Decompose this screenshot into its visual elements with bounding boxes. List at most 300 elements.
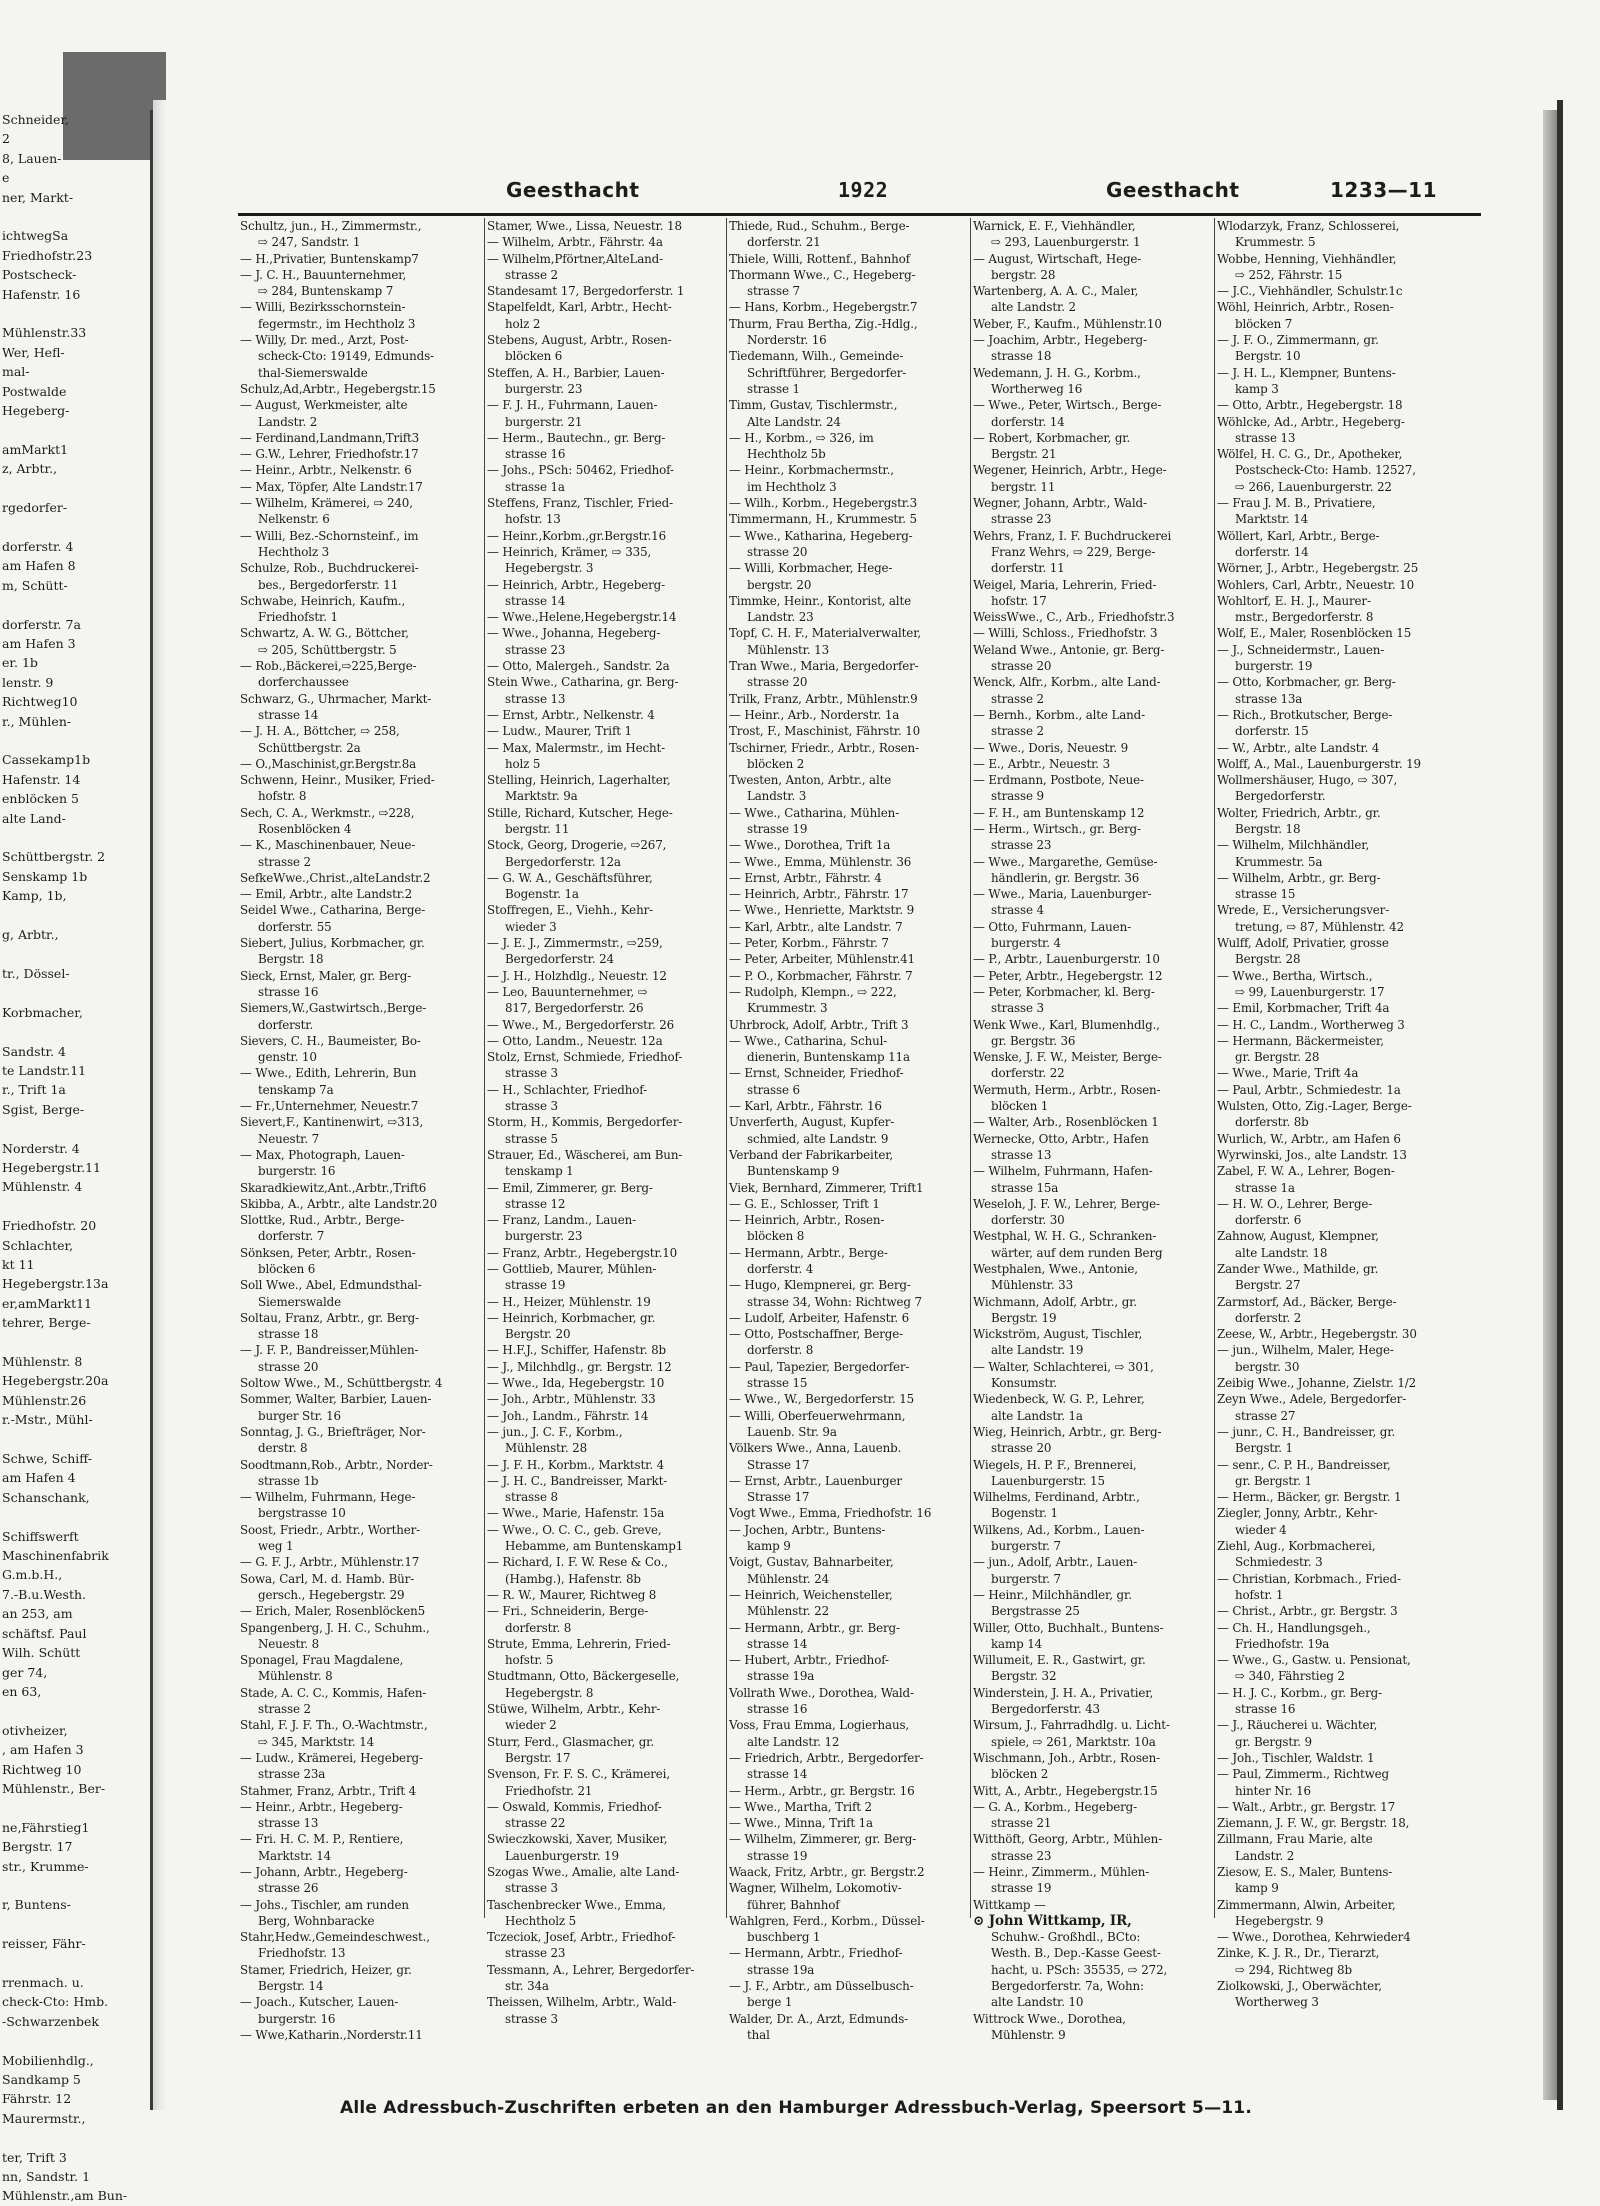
directory-entry-line: dorferstr. 21 bbox=[747, 235, 821, 250]
left-page-text-line: te Landstr.11 bbox=[2, 1062, 87, 1078]
directory-entry-line: Wulff, Adolf, Privatier, grosse bbox=[1217, 936, 1389, 951]
directory-entry-line: — Max, Töpfer, Alte Landstr.17 bbox=[240, 479, 423, 494]
directory-entry-line: Neuestr. 8 bbox=[258, 1636, 320, 1651]
directory-entry-line: Hegebergstr. 3 bbox=[505, 561, 594, 576]
directory-entry-line: — Walter, Arb., Rosenblöcken 1 bbox=[973, 1115, 1159, 1130]
directory-entry-line: — Heinrich, Arbtr., Rosen- bbox=[729, 1213, 885, 1228]
header-place-right: Geesthacht bbox=[1106, 178, 1240, 202]
directory-entry-line: derstr. 8 bbox=[258, 1441, 308, 1456]
directory-entry-line: — Peter, Korbmacher, kl. Berg- bbox=[973, 984, 1155, 999]
directory-entry-line: Uhrbrock, Adolf, Arbtr., Trift 3 bbox=[729, 1017, 909, 1032]
left-page-text-line bbox=[0, 1915, 150, 1934]
left-page-text-line: , am Hafen 3 bbox=[2, 1742, 84, 1758]
directory-entry-line: scheck-Cto: 19149, Edmunds- bbox=[258, 349, 434, 364]
directory-entry-line: Bergstr. 10 bbox=[1235, 349, 1301, 364]
directory-entry-line: — Hans, Korbm., Hegebergstr.7 bbox=[729, 300, 918, 315]
directory-entry-line: Sönksen, Peter, Arbtr., Rosen- bbox=[240, 1245, 416, 1260]
left-page-text-line: Hegebergstr.20a bbox=[2, 1373, 109, 1389]
directory-entry-line: Ziehl, Aug., Korbmacherei, bbox=[1217, 1539, 1376, 1554]
directory-entry-line: strasse 23 bbox=[991, 838, 1052, 853]
directory-entry-line: — Ernst, Schneider, Friedhof- bbox=[729, 1066, 904, 1081]
directory-entry-line: Friedhofstr. 21 bbox=[505, 1783, 593, 1798]
directory-entry-line: Stüwe, Wilhelm, Arbtr., Kehr- bbox=[487, 1702, 661, 1717]
directory-entry-line: ⇨ 294, Richtweg 8b bbox=[1235, 1962, 1352, 1977]
directory-entry-line: Wegner, Johann, Arbtr., Wald- bbox=[973, 496, 1147, 511]
left-page-text-line: Hafenstr. 14 bbox=[2, 771, 81, 787]
directory-entry-line: Stahl, F. J. F. Th., O.-Wachtmstr., bbox=[240, 1718, 428, 1733]
directory-entry-line: — Paul, Tapezier, Bergedorfer- bbox=[729, 1359, 910, 1374]
directory-entry-line: Stahmer, Franz, Arbtr., Trift 4 bbox=[240, 1783, 417, 1798]
directory-entry-line: — J. F. H., Korbm., Marktstr. 4 bbox=[487, 1457, 665, 1472]
directory-entry-line: — Willi, Bezirksschornstein- bbox=[240, 300, 406, 315]
directory-entry-line: strasse 20 bbox=[747, 675, 808, 690]
directory-entry-line: Thiede, Rud., Schuhm., Berge- bbox=[729, 219, 910, 233]
directory-entry-line: burgerstr. 19 bbox=[1235, 659, 1313, 674]
directory-entry-line: — Wilhelm, Arbtr., gr. Berg- bbox=[1217, 870, 1381, 885]
directory-entry-line: Siemers,W.,Gastwirtsch.,Berge- bbox=[240, 1001, 427, 1016]
left-page-text-line: enblöcken 5 bbox=[2, 791, 79, 807]
directory-entry-line: strasse 19 bbox=[747, 821, 808, 836]
directory-entry-line: — Christian, Korbmach., Fried- bbox=[1217, 1571, 1401, 1586]
directory-entry-line: strasse 7 bbox=[747, 284, 800, 299]
directory-entry-line: Berg, Wohnbaracke bbox=[258, 1913, 375, 1928]
directory-entry-line: Warnick, E. F., Viehhändler, bbox=[973, 219, 1136, 233]
header-year: 1922 bbox=[838, 178, 889, 202]
directory-entry-line: Strute, Emma, Lehrerin, Fried- bbox=[487, 1636, 671, 1651]
directory-entry-line: burgerstr. 23 bbox=[505, 381, 583, 396]
header-page-number: 1233—11 bbox=[1330, 178, 1437, 202]
directory-entry-line: Slottke, Rud., Arbtr., Berge- bbox=[240, 1213, 405, 1228]
left-page-text-line bbox=[0, 731, 150, 750]
left-page-text-line bbox=[0, 2128, 150, 2147]
directory-entry-line: — Wwe., G., Gastw. u. Pensionat, bbox=[1217, 1653, 1411, 1668]
directory-entry-line: Unverferth, August, Kupfer- bbox=[729, 1115, 895, 1130]
left-page-text-line: en 63, bbox=[2, 1683, 42, 1699]
directory-entry-line: mstr., Bergedorferstr. 8 bbox=[1235, 610, 1374, 625]
directory-entry-line: — F. H., am Buntenskamp 12 bbox=[973, 805, 1145, 820]
directory-entry-line: strasse 14 bbox=[747, 1767, 808, 1782]
directory-entry-line: — Herm., Arbtr., gr. Bergstr. 16 bbox=[729, 1783, 915, 1798]
directory-entry-line: Stade, A. C. C., Kommis, Hafen- bbox=[240, 1685, 427, 1700]
directory-entry-line: Bergstr. 28 bbox=[1235, 952, 1301, 967]
directory-entry-line: — Richard, I. F. W. Rese & Co., bbox=[487, 1555, 668, 1570]
directory-entry-line: — Wwe., Bertha, Wirtsch., bbox=[1217, 968, 1373, 983]
directory-entry-line: Wohlers, Carl, Arbtr., Neuestr. 10 bbox=[1217, 577, 1415, 592]
directory-entry-line: — G. E., Schlosser, Trift 1 bbox=[729, 1196, 880, 1211]
directory-entry-line: — Wwe., Johanna, Hegeberg- bbox=[487, 626, 661, 641]
directory-entry-line: — Heinr.,Korbm.,gr.Bergstr.16 bbox=[487, 528, 666, 543]
left-page-text-line: Mühlenstr.26 bbox=[2, 1392, 87, 1408]
directory-entry-line: strasse 1 bbox=[747, 381, 800, 396]
left-page-text-line: Mühlenstr.33 bbox=[2, 325, 87, 341]
directory-entry-line: — Leo, Bauunternehmer, ⇨ bbox=[487, 984, 648, 999]
directory-entry-line: strasse 19 bbox=[991, 1881, 1052, 1896]
directory-entry-line: Schulze, Rob., Buchdruckerei- bbox=[240, 561, 419, 576]
header-rule bbox=[238, 213, 1481, 216]
left-page-text-line: otivheizer, bbox=[2, 1722, 68, 1738]
directory-entry-line: Marktstr. 14 bbox=[1235, 512, 1309, 527]
directory-entry-line: — Wwe., Martha, Trift 2 bbox=[729, 1799, 872, 1814]
directory-entry-line: — Hermann, Bäckermeister, bbox=[1217, 1033, 1384, 1048]
directory-entry-line: Wagner, Wilhelm, Lokomotiv- bbox=[729, 1881, 902, 1896]
directory-entry-line: dorferstr. 55 bbox=[258, 919, 332, 934]
directory-entry-line: thal bbox=[747, 2027, 770, 2042]
directory-entry-line: — Willi, Oberfeuerwehrmann, bbox=[729, 1408, 906, 1423]
left-page-text-line: Postwalde bbox=[2, 383, 67, 399]
directory-entry-line: ⇨ 293, Lauenburgerstr. 1 bbox=[991, 235, 1141, 250]
directory-entry-line: Stoffregen, E., Viehh., Kehr- bbox=[487, 903, 653, 918]
directory-entry-line: Storm, H., Kommis, Bergedorfer- bbox=[487, 1115, 683, 1130]
directory-entry-line: blöcken 2 bbox=[991, 1767, 1049, 1782]
directory-entry-line: alte Landstr. 1a bbox=[991, 1408, 1083, 1423]
directory-entry-line: Mühlenstr. 9 bbox=[991, 2027, 1066, 2042]
directory-entry-line: — Wwe., Edith, Lehrerin, Bun bbox=[240, 1066, 417, 1081]
directory-entry-line: Sievert,F., Kantinenwirt, ⇨313, bbox=[240, 1115, 424, 1130]
directory-entry-line: Sturr, Ferd., Glasmacher, gr. bbox=[487, 1734, 655, 1749]
directory-entry-line: kamp 9 bbox=[747, 1539, 791, 1554]
left-page-text-line bbox=[0, 1507, 150, 1526]
directory-entry-line: — Walter, Schlachterei, ⇨ 301, bbox=[973, 1359, 1154, 1374]
directory-entry-line: Strasse 17 bbox=[747, 1490, 810, 1505]
left-page-text-line bbox=[0, 421, 150, 440]
directory-entry-line: Wenske, J. F. W., Meister, Berge- bbox=[973, 1050, 1162, 1065]
left-page-text-line: Postscheck- bbox=[2, 267, 77, 283]
directory-entry-line: Timm, Gustav, Tischlermstr., bbox=[729, 398, 898, 413]
directory-entry-line: — J. H. C., Bandreisser, Markt- bbox=[487, 1473, 668, 1488]
left-page-text-line bbox=[0, 1333, 150, 1352]
left-page-text-line bbox=[0, 304, 150, 323]
left-page-text-line: Maurermstr., bbox=[2, 2110, 86, 2126]
directory-entry-line: Zillmann, Frau Marie, alte bbox=[1217, 1832, 1373, 1847]
directory-entry-line: Landstr. 2 bbox=[1235, 1848, 1295, 1863]
directory-entry-line: — J. H. A., Böttcher, ⇨ 258, bbox=[240, 724, 400, 739]
header-place-left: Geesthacht bbox=[506, 178, 640, 202]
directory-entry-line: Wartenberg, A. A. C., Maler, bbox=[973, 284, 1139, 299]
directory-entry-line: Westphal, W. H. G., Schranken- bbox=[973, 1229, 1157, 1244]
left-page-text-line: Schiffswerft bbox=[2, 1528, 79, 1544]
directory-entry-line: Soltow Wwe., M., Schüttbergstr. 4 bbox=[240, 1376, 443, 1391]
directory-entry-line: — Johann, Arbtr., Hegeberg- bbox=[240, 1864, 408, 1879]
directory-entry-line: Stamer, Friedrich, Heizer, gr. bbox=[240, 1962, 412, 1977]
directory-entry-line: strasse 18 bbox=[258, 1327, 319, 1342]
directory-entry-line: Landstr. 3 bbox=[747, 789, 807, 804]
directory-entry-line: Swieczkowski, Xaver, Musiker, bbox=[487, 1832, 668, 1847]
directory-entry-line: — Ernst, Arbtr., Lauenburger bbox=[729, 1473, 902, 1488]
directory-entry-line: Wölfel, H. C. G., Dr., Apotheker, bbox=[1217, 447, 1403, 462]
directory-entry-line: Timmermann, H., Krummestr. 5 bbox=[729, 512, 917, 527]
directory-entry-line: ⇨ 284, Buntenskamp 7 bbox=[258, 284, 394, 299]
directory-entry-line: — senr., C. P. H., Bandreisser, bbox=[1217, 1457, 1391, 1472]
directory-entry-line: ⇨ 99, Lauenburgerstr. 17 bbox=[1235, 984, 1385, 999]
directory-entry-line: burgerstr. 23 bbox=[505, 1229, 583, 1244]
directory-entry-line: burgerstr. 7 bbox=[991, 1571, 1061, 1586]
directory-entry-line: Bergedorferstr. bbox=[1235, 789, 1326, 804]
directory-entry-line: — Wilhelm, Arbtr., Fährstr. 4a bbox=[487, 235, 663, 250]
directory-entry-line: — Karl, Arbtr., alte Landstr. 7 bbox=[729, 919, 903, 934]
directory-entry-line: — Ernst, Arbtr., Fährstr. 4 bbox=[729, 870, 882, 885]
directory-entry-line: — Joachim, Arbtr., Hegeberg- bbox=[973, 333, 1147, 348]
directory-entry-line: fegermstr., im Hechtholz 3 bbox=[258, 316, 416, 331]
directory-entry-line: Sowa, Carl, M. d. Hamb. Bür- bbox=[240, 1571, 415, 1586]
directory-entry-line: strasse 3 bbox=[505, 1066, 558, 1081]
directory-entry-line: Wittkamp — bbox=[973, 1897, 1046, 1912]
directory-entry-line: — Wilhelm, Fuhrmann, Hafen- bbox=[973, 1164, 1153, 1179]
directory-entry-line: — Frau J. M. B., Privatiere, bbox=[1217, 496, 1376, 511]
directory-entry-line: Bergstr. 17 bbox=[505, 1750, 571, 1765]
directory-entry-line: Bergstr. 14 bbox=[258, 1979, 324, 1994]
directory-entry-line: hacht, u. PSch: 35535, ⇨ 272, bbox=[991, 1962, 1168, 1977]
directory-entry-line: — Wilhelm, Krämerei, ⇨ 240, bbox=[240, 496, 413, 511]
directory-entry-line: Zeese, W., Arbtr., Hegebergstr. 30 bbox=[1217, 1327, 1417, 1342]
directory-entry-line: strasse 1a bbox=[505, 479, 565, 494]
directory-entry-line: — Wwe., Doris, Neuestr. 9 bbox=[973, 740, 1129, 755]
directory-entry-line: Nelkenstr. 6 bbox=[258, 512, 330, 527]
left-page-text-line bbox=[0, 1876, 150, 1895]
directory-entry-line: tenskamp 7a bbox=[258, 1082, 334, 1097]
left-page-text-line: e bbox=[2, 170, 10, 186]
directory-entry-line: dorferchaussee bbox=[258, 675, 349, 690]
directory-entry-line: strasse 13 bbox=[258, 1816, 319, 1831]
directory-entry-line: — Hermann, Arbtr., Friedhof- bbox=[729, 1946, 903, 1961]
directory-entry-line: Willer, Otto, Buchhalt., Buntens- bbox=[973, 1620, 1164, 1635]
directory-entry-line: strasse 2 bbox=[991, 724, 1044, 739]
directory-entry-line: — Emil, Zimmerer, gr. Berg- bbox=[487, 1180, 653, 1195]
directory-entry-line: Stille, Richard, Kutscher, Hege- bbox=[487, 805, 673, 820]
left-page-text-line: 7.-B.u.Westh. bbox=[2, 1586, 87, 1602]
directory-entry-line: dorferstr. 11 bbox=[991, 561, 1065, 576]
directory-column-5 bbox=[1214, 218, 1482, 2010]
directory-entry-line: — J. F., Arbtr., am Düsselbusch- bbox=[729, 1979, 914, 1994]
directory-entry-line: Szogas Wwe., Amalie, alte Land- bbox=[487, 1864, 680, 1879]
directory-entry-line: — O.,Maschinist,gr.Bergstr.8a bbox=[240, 756, 417, 771]
directory-entry-line: gr. Bergstr. 28 bbox=[1235, 1050, 1320, 1065]
directory-entry-line: — Heinrich, Korbmacher, gr. bbox=[487, 1310, 656, 1325]
directory-entry-line: strasse 19a bbox=[747, 1669, 815, 1684]
directory-entry-line: strasse 1a bbox=[1235, 1180, 1295, 1195]
directory-entry-line: — J., Schneidermstr., Lauen- bbox=[1217, 642, 1385, 657]
directory-entry-line: — Wwe., Margarethe, Gemüse- bbox=[973, 854, 1158, 869]
directory-entry-line: — J.C., Viehhändler, Schulstr.1c bbox=[1217, 284, 1403, 299]
directory-entry-line: strasse 23 bbox=[991, 512, 1052, 527]
directory-entry-line: spiele, ⇨ 261, Marktstr. 10a bbox=[991, 1734, 1156, 1749]
directory-entry-line: Bergstr. 19 bbox=[991, 1310, 1057, 1325]
directory-entry-line: strasse 20 bbox=[258, 1359, 319, 1374]
directory-entry-line: — Heinr., Milchhändler, gr. bbox=[973, 1587, 1132, 1602]
directory-entry-line: Wenk Wwe., Karl, Blumenhdlg., bbox=[973, 1017, 1160, 1032]
directory-entry-line: Sievers, C. H., Baumeister, Bo- bbox=[240, 1033, 421, 1048]
directory-entry-line: — Fri. H. C. M. P., Rentiere, bbox=[240, 1832, 404, 1847]
directory-entry-line: Voss, Frau Emma, Logierhaus, bbox=[729, 1718, 910, 1733]
directory-entry-line: händlerin, gr. Bergstr. 36 bbox=[991, 870, 1140, 885]
directory-entry-line: — Emil, Arbtr., alte Landstr.2 bbox=[240, 887, 413, 902]
left-page-text-line: Bergstr. 17 bbox=[2, 1839, 73, 1855]
directory-entry-line: — Ferdinand,Landmann,Trift3 bbox=[240, 430, 420, 445]
directory-entry-line: Siemerswalde bbox=[258, 1294, 342, 1309]
directory-entry-line: — Willi, Korbmacher, Hege- bbox=[729, 561, 893, 576]
directory-entry-line: gr. Bergstr. 1 bbox=[1235, 1473, 1312, 1488]
directory-entry-line: Hechtholz 5b bbox=[747, 447, 826, 462]
directory-entry-line: — H. W. O., Lehrer, Berge- bbox=[1217, 1196, 1373, 1211]
directory-entry-line: strasse 23 bbox=[991, 1848, 1052, 1863]
directory-entry-line: Wichmann, Adolf, Arbtr., gr. bbox=[973, 1294, 1138, 1309]
left-page-text-line: Wer, Hefl- bbox=[2, 344, 65, 360]
directory-entry-line: — Max, Photograph, Lauen- bbox=[240, 1147, 405, 1162]
left-page-text-line bbox=[0, 1022, 150, 1041]
directory-entry-line: Bergedorferstr. 24 bbox=[505, 952, 614, 967]
directory-entry-line: strasse 5 bbox=[505, 1131, 558, 1146]
directory-entry-line: Wehrs, Franz, I. F. Buchdruckerei bbox=[973, 528, 1172, 543]
directory-entry-line: hinter Nr. 16 bbox=[1235, 1783, 1311, 1798]
left-page-text-line bbox=[0, 944, 150, 963]
directory-entry-line: Marktstr. 14 bbox=[258, 1848, 332, 1863]
directory-entry-line: Mühlenstr. 33 bbox=[991, 1278, 1073, 1293]
directory-column-4 bbox=[970, 218, 1213, 2042]
directory-entry-line: blöcken 6 bbox=[258, 1262, 316, 1276]
directory-entry-line: bergstr. 11 bbox=[505, 821, 570, 836]
directory-entry-line: — G. W. A., Geschäftsführer, bbox=[487, 870, 653, 885]
directory-entry-line: — H. J. C., Korbm., gr. Berg- bbox=[1217, 1685, 1382, 1700]
left-page-text-line: Friedhofstr.23 bbox=[2, 247, 93, 263]
directory-entry-line: — Wwe., Emma, Mühlenstr. 36 bbox=[729, 854, 912, 869]
directory-entry-line: — Herm., Bautechn., gr. Berg- bbox=[487, 430, 666, 445]
directory-entry-line: — Wwe., Katharina, Hegeberg- bbox=[729, 528, 913, 543]
directory-entry-line: Wyrwinski, Jos., alte Landstr. 13 bbox=[1217, 1147, 1407, 1162]
directory-entry-line: strasse 13 bbox=[991, 1147, 1052, 1162]
directory-entry-line: — Herm., Bäcker, gr. Bergstr. 1 bbox=[1217, 1490, 1402, 1505]
left-page-text-line: Hegebergstr.13a bbox=[2, 1276, 109, 1292]
directory-entry-line: bergstrasse 10 bbox=[258, 1506, 346, 1521]
directory-entry-line: holz 5 bbox=[505, 756, 541, 771]
directory-entry-line: holz 2 bbox=[505, 316, 541, 331]
directory-entry-line: blöcken 7 bbox=[1235, 316, 1293, 331]
directory-entry-line: — H., Korbm., ⇨ 326, im bbox=[729, 430, 874, 445]
directory-entry-line: Walder, Dr. A., Arzt, Edmunds- bbox=[729, 2011, 909, 2026]
directory-entry-line: gr. Bergstr. 36 bbox=[991, 1033, 1076, 1048]
left-page-text-line bbox=[0, 1430, 150, 1449]
directory-entry-line: ⊙ John Wittkamp, IR, bbox=[973, 1912, 1132, 1929]
directory-entry-line: Tczeciok, Josef, Arbtr., Friedhof- bbox=[487, 1930, 676, 1945]
directory-entry-line: Soost, Friedr., Arbtr., Worther- bbox=[240, 1522, 421, 1537]
directory-entry-line: Schmiedestr. 3 bbox=[1235, 1555, 1323, 1570]
directory-entry-line: — Heinr., Korbmachermstr., bbox=[729, 463, 894, 478]
directory-entry-line: strasse 2 bbox=[258, 1702, 311, 1717]
directory-entry-line: Hegebergstr. 9 bbox=[1235, 1913, 1324, 1928]
left-page-text-line: ter, Trift 3 bbox=[2, 2149, 67, 2165]
directory-entry-line: Thiele, Willi, Rottenf., Bahnhof bbox=[729, 251, 910, 266]
directory-entry-line: bergstr. 20 bbox=[747, 577, 812, 592]
directory-entry-line: Verband der Fabrikarbeiter, bbox=[729, 1147, 894, 1162]
directory-entry-line: Völkers Wwe., Anna, Lauenb. bbox=[729, 1441, 902, 1456]
directory-entry-line: Wickström, August, Tischler, bbox=[973, 1327, 1143, 1342]
directory-entry-line: Zander Wwe., Mathilde, gr. bbox=[1217, 1262, 1379, 1276]
directory-entry-line: dorferstr. 8 bbox=[747, 1343, 814, 1358]
directory-entry-line: Wermuth, Herm., Arbtr., Rosen- bbox=[973, 1082, 1161, 1097]
left-page-text-line: ger 74, bbox=[2, 1664, 48, 1680]
directory-entry-line: — Wwe., Minna, Trift 1a bbox=[729, 1816, 873, 1831]
left-page-text-line bbox=[0, 518, 150, 537]
directory-entry-line: strasse 14 bbox=[258, 707, 319, 722]
directory-entry-line: Schwenn, Heinr., Musiker, Fried- bbox=[240, 773, 435, 788]
directory-entry-line: — Max, Malermstr., im Hecht- bbox=[487, 740, 666, 755]
directory-entry-line: buschberg 1 bbox=[747, 1930, 821, 1945]
directory-entry-line: Siebert, Julius, Korbmacher, gr. bbox=[240, 936, 425, 951]
directory-entry-line: Wurlich, W., Arbtr., am Hafen 6 bbox=[1217, 1131, 1401, 1146]
directory-entry-line: — Otto, Landm., Neuestr. 12a bbox=[487, 1033, 663, 1048]
directory-entry-line: — jun., Adolf, Arbtr., Lauen- bbox=[973, 1555, 1138, 1570]
left-page-text-line bbox=[0, 2031, 150, 2050]
directory-entry-line: — G. A., Korbm., Hegeberg- bbox=[973, 1799, 1137, 1814]
directory-entry-line: Lauenb. Str. 9a bbox=[747, 1424, 837, 1439]
left-page-text-line: am Hafen 3 bbox=[2, 635, 76, 651]
directory-entry-line: Ziegler, Jonny, Arbtr., Kehr- bbox=[1217, 1506, 1378, 1521]
directory-entry-line: Sonntag, J. G., Briefträger, Nor- bbox=[240, 1424, 426, 1439]
directory-entry-line: — Karl, Arbtr., Fährstr. 16 bbox=[729, 1099, 882, 1114]
directory-entry-line: blöcken 2 bbox=[747, 756, 805, 771]
directory-entry-line: — Otto, Fuhrmann, Lauen- bbox=[973, 919, 1131, 934]
directory-entry-line: Twesten, Anton, Arbtr., alte bbox=[729, 773, 892, 788]
directory-entry-line: Wrede, E., Versicherungsver- bbox=[1217, 903, 1390, 918]
directory-entry-line: Friedhofstr. 19a bbox=[1235, 1636, 1330, 1651]
directory-entry-line: — H., Heizer, Mühlenstr. 19 bbox=[487, 1294, 651, 1309]
left-page-text-line: r., Mühlen- bbox=[2, 713, 72, 729]
left-page-text-line: z, Arbtr., bbox=[2, 461, 58, 477]
directory-entry-line: — Heinrich, Arbtr., Fährstr. 17 bbox=[729, 887, 909, 902]
directory-entry-line: Soltau, Franz, Arbtr., gr. Berg- bbox=[240, 1310, 419, 1325]
left-page-text-line: G.m.b.H., bbox=[2, 1567, 63, 1583]
directory-entry-line: Wöhlcke, Ad., Arbtr., Hegeberg- bbox=[1217, 414, 1405, 429]
directory-entry-line: — Rudolph, Klempn., ⇨ 222, bbox=[729, 984, 897, 999]
directory-entry-line: Krummestr. 5 bbox=[1235, 235, 1316, 250]
directory-entry-line: Wieg, Heinrich, Arbtr., gr. Berg- bbox=[973, 1424, 1162, 1439]
directory-entry-line: — Wwe., Dorothea, Trift 1a bbox=[729, 838, 891, 853]
left-page-text-line: am Hafen 8 bbox=[2, 558, 76, 574]
directory-entry-line: hofstr. 8 bbox=[258, 789, 307, 804]
left-page-text-line: Mühlenstr.,am Bun- bbox=[2, 2188, 128, 2204]
directory-entry-line: Ziemann, J. F. W., gr. Bergstr. 18, bbox=[1217, 1816, 1410, 1831]
directory-entry-line: alte Landstr. 10 bbox=[991, 1995, 1084, 2010]
footer-notice: Alle Adressbuch-Zuschriften erbeten an den Hamburger Adressbuch-Verlag, Speersort 5—11. bbox=[340, 2098, 1252, 2118]
directory-entry-line: Krummestr. 5a bbox=[1235, 854, 1323, 869]
directory-entry-line: — Joh., Tischler, Waldstr. 1 bbox=[1217, 1750, 1375, 1765]
directory-entry-line: schmied, alte Landstr. 9 bbox=[747, 1131, 889, 1146]
directory-entry-line: Studtmann, Otto, Bäckergeselle, bbox=[487, 1669, 680, 1684]
left-page-text-line bbox=[0, 1197, 150, 1216]
directory-entry-line: — Ludw., Maurer, Trift 1 bbox=[487, 724, 632, 739]
directory-entry-line: — Rob.,Bäckerei,⇨225,Berge- bbox=[240, 659, 417, 674]
directory-entry-line: — Wwe., Maria, Lauenburger- bbox=[973, 887, 1152, 902]
directory-entry-line: wieder 3 bbox=[505, 919, 557, 934]
directory-entry-line: hofstr. 13 bbox=[505, 512, 561, 527]
directory-entry-line: strasse 16 bbox=[747, 1702, 808, 1717]
directory-entry-line: ⇨ 340, Fährstieg 2 bbox=[1235, 1669, 1345, 1684]
directory-entry-line: strasse 15a bbox=[991, 1180, 1059, 1195]
directory-entry-line: Taschenbrecker Wwe., Emma, bbox=[487, 1897, 666, 1912]
directory-entry-line: — Wwe., Marie, Hafenstr. 15a bbox=[487, 1506, 665, 1521]
directory-entry-line: Weseloh, J. F. W., Lehrer, Berge- bbox=[973, 1196, 1160, 1211]
directory-entry-line: kamp 14 bbox=[991, 1636, 1043, 1651]
left-page-text-line: reisser, Fähr- bbox=[2, 1936, 86, 1952]
directory-entry-line: strasse 13 bbox=[1235, 430, 1296, 445]
directory-entry-line: Wlodarzyk, Franz, Schlosserei, bbox=[1217, 219, 1400, 233]
directory-entry-line: Alte Landstr. 24 bbox=[747, 414, 841, 429]
left-page-text-line: Kamp, 1b, bbox=[2, 888, 67, 904]
directory-entry-line: Bergstr. 18 bbox=[258, 952, 324, 967]
directory-entry-line: strasse 3 bbox=[505, 2011, 558, 2026]
directory-entry-line: berge 1 bbox=[747, 1995, 793, 2010]
directory-entry-line: Tschirner, Friedr., Arbtr., Rosen- bbox=[729, 740, 919, 755]
directory-entry-line: strasse 19a bbox=[747, 1962, 815, 1977]
directory-entry-line: Theissen, Wilhelm, Arbtr., Wald- bbox=[487, 1995, 677, 2010]
